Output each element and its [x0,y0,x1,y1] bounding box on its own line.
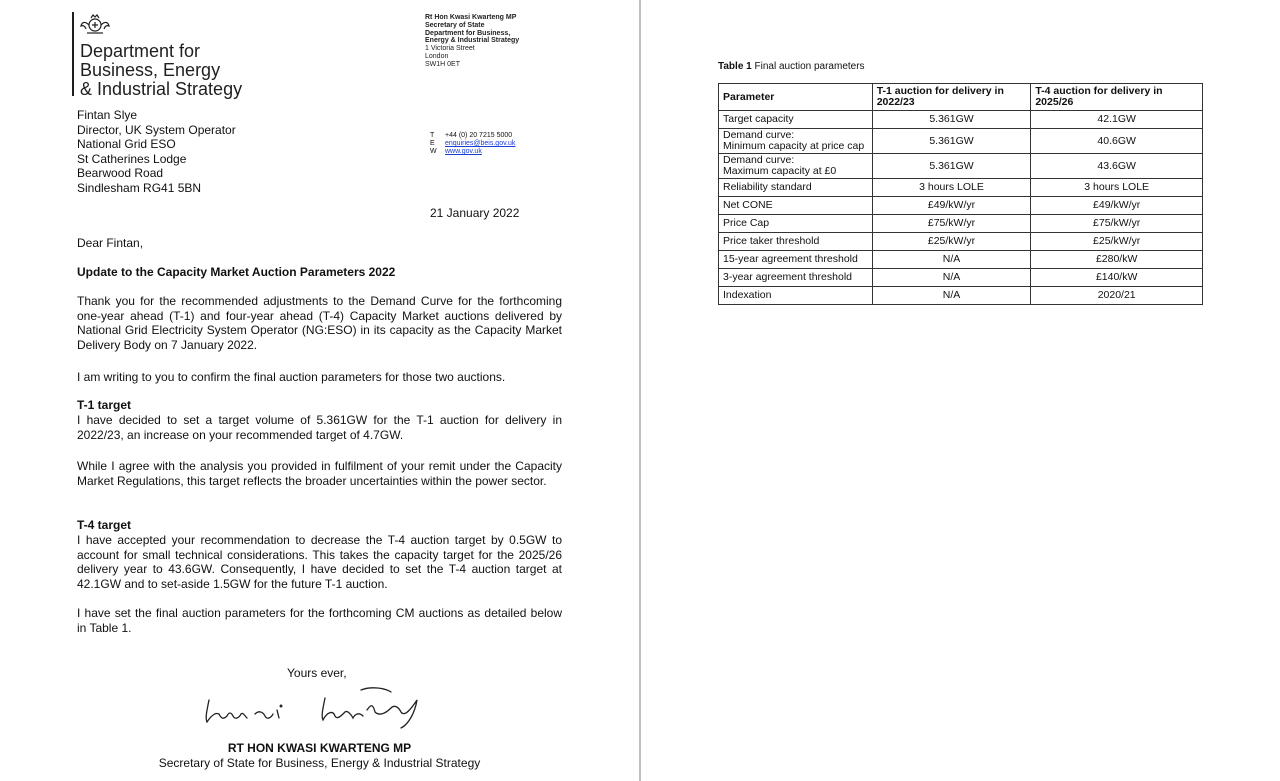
table-row [719,287,1203,305]
table-row [719,111,1203,129]
table-caption [718,61,865,72]
parameter-cell: Net CONE [719,197,873,215]
table-caption-label: Table 1 [718,61,752,72]
phone-number: +44 (0) 20 7215 5000 [445,132,513,139]
table-row [719,251,1203,269]
paragraph: I have decided to set a target volume of 5.361GW for the T-1 auction for delivery in 2022/23, an increase on your recommended target of 4.7GW. [77,413,562,442]
parameter-cell: Target capacity [719,111,873,129]
recipient-address [77,108,236,196]
table-page [641,0,1280,781]
table-row [719,179,1203,197]
column-header: T-4 auction for delivery in 2025/26 [1031,84,1203,111]
sender-line: Rt Hon Kwasi Kwarteng MP [425,14,517,21]
closing: Yours ever, [287,666,347,680]
recipient-line: St Catherines Lodge [77,151,187,166]
table-row [719,154,1203,179]
parameter-line: Demand curve: [723,129,795,141]
auction-parameters-table [718,83,1203,305]
t4-value-cell: £280/kW [1031,251,1203,269]
section-heading-t1: T-1 target [77,398,132,412]
t1-value-cell: 5.361GW [872,111,1031,129]
recipient-line: Director, UK System Operator [77,122,236,137]
t4-value-cell: 42.1GW [1031,111,1203,129]
sender-line: Department for Business, [425,29,511,37]
t1-value-cell: 3 hours LOLE [872,179,1031,197]
department-line: Department for [80,41,201,61]
recipient-line: Sindlesham RG41 5BN [77,180,202,195]
email-link[interactable]: enquiries@beis.gov.uk [445,140,516,147]
department-line: Business, Energy [80,60,221,80]
parameter-cell: Indexation [719,287,873,305]
table-row [719,215,1203,233]
contact-details [430,132,515,156]
t4-value-cell: 40.6GW [1031,129,1203,154]
t1-value-cell: 5.361GW [872,129,1031,154]
letter-subject: Update to the Capacity Market Auction Parameters 2022 [77,265,396,279]
paragraph: While I agree with the analysis you provided in fulfilment of your remit under the Capacity Market Regulations, this target reflects the broader uncertainties within the power sector. [77,459,562,488]
t1-value-cell: 5.361GW [872,154,1031,179]
t4-value-cell: 2020/21 [1031,287,1203,305]
t1-value-cell: £25/kW/yr [872,233,1031,251]
paragraph: I have accepted your recommendation to decrease the T-4 auction target by 0.5GW to account for small technical considerations. This takes the capacity target for the 2025/26 delivery year to 43.6GW. Consequently, I have decided to set the T-4 auction target at 42.1GW and to set-aside 1.5GW for the future T-1 auction. [77,533,562,591]
royal-crest-icon [78,12,112,36]
recipient-line: Fintan Slye [77,108,138,122]
t4-value-cell: £75/kW/yr [1031,215,1203,233]
web-label: W [430,148,437,155]
sender-line: London [425,52,449,60]
t4-value-cell: £25/kW/yr [1031,233,1203,251]
recipient-line: National Grid ESO [77,137,176,152]
section-heading-t4: T-4 target [77,518,132,532]
table-row [719,197,1203,215]
sender-line: 1 Victoria Street [425,45,475,53]
paragraph: I am writing to you to confirm the final auction parameters for those two auctions. [77,370,506,384]
sender-line: SW1H 0ET [425,60,461,68]
parameter-cell: 15-year agreement threshold [719,251,873,269]
letter-date: 21 January 2022 [430,206,520,220]
parameter-cell: Reliability standard [719,179,873,197]
t1-value-cell: N/A [872,269,1031,287]
parameter-cell [719,154,873,179]
department-name [80,42,242,99]
salutation: Dear Fintan, [77,236,144,250]
recipient-line: Bearwood Road [77,166,164,181]
phone-label: T [430,132,435,139]
parameter-subline: Maximum capacity at £0 [723,165,837,177]
parameter-cell [719,129,873,154]
table-header-row [719,84,1203,111]
email-label: E [430,140,435,147]
department-line: & Industrial Strategy [80,79,243,99]
sender-line: Energy & Industrial Strategy [425,37,520,45]
paragraph: Thank you for the recommended adjustments to the Demand Curve for the forthcoming one-year ahead (T-1) and four-year ahead (T-4) Capacity Market auctions delivered by National Grid Electricity System Operator (NG:ESO) in its capacity as the Capacity Market Delivery Body on 7 January 2022. [77,294,562,352]
parameter-cell: Price Cap [719,215,873,233]
signer-role: Secretary of State for Business, Energy & Industrial Strategy [158,756,481,770]
parameter-cell: Price taker threshold [719,233,873,251]
parameter-cell: 3-year agreement threshold [719,269,873,287]
letterhead-rule [72,12,74,96]
sender-line: Secretary of State [425,21,485,29]
table-row [719,233,1203,251]
t4-value-cell: £49/kW/yr [1031,197,1203,215]
table-row [719,269,1203,287]
sender-address [425,14,519,69]
table-row [719,129,1203,154]
website-link[interactable]: www.gov.uk [445,148,482,155]
parameter-subline: Minimum capacity at price cap [723,140,865,152]
signature-image [195,682,445,732]
t1-value-cell: N/A [872,251,1031,269]
paragraph: I have set the final auction parameters for the forthcoming CM auctions as detailed below in Table 1. [77,606,562,635]
column-header: Parameter [719,84,873,111]
t1-value-cell: £75/kW/yr [872,215,1031,233]
letter-page [0,0,639,781]
table-caption-text: Final auction parameters [751,61,865,72]
t4-value-cell: 43.6GW [1031,154,1203,179]
signer-name: RT HON KWASI KWARTENG MP [227,741,412,755]
t1-value-cell: N/A [872,287,1031,305]
t1-value-cell: £49/kW/yr [872,197,1031,215]
column-header: T-1 auction for delivery in 2022/23 [872,84,1031,111]
t4-value-cell: £140/kW [1031,269,1203,287]
parameter-line: Demand curve: [723,154,795,166]
t4-value-cell: 3 hours LOLE [1031,179,1203,197]
